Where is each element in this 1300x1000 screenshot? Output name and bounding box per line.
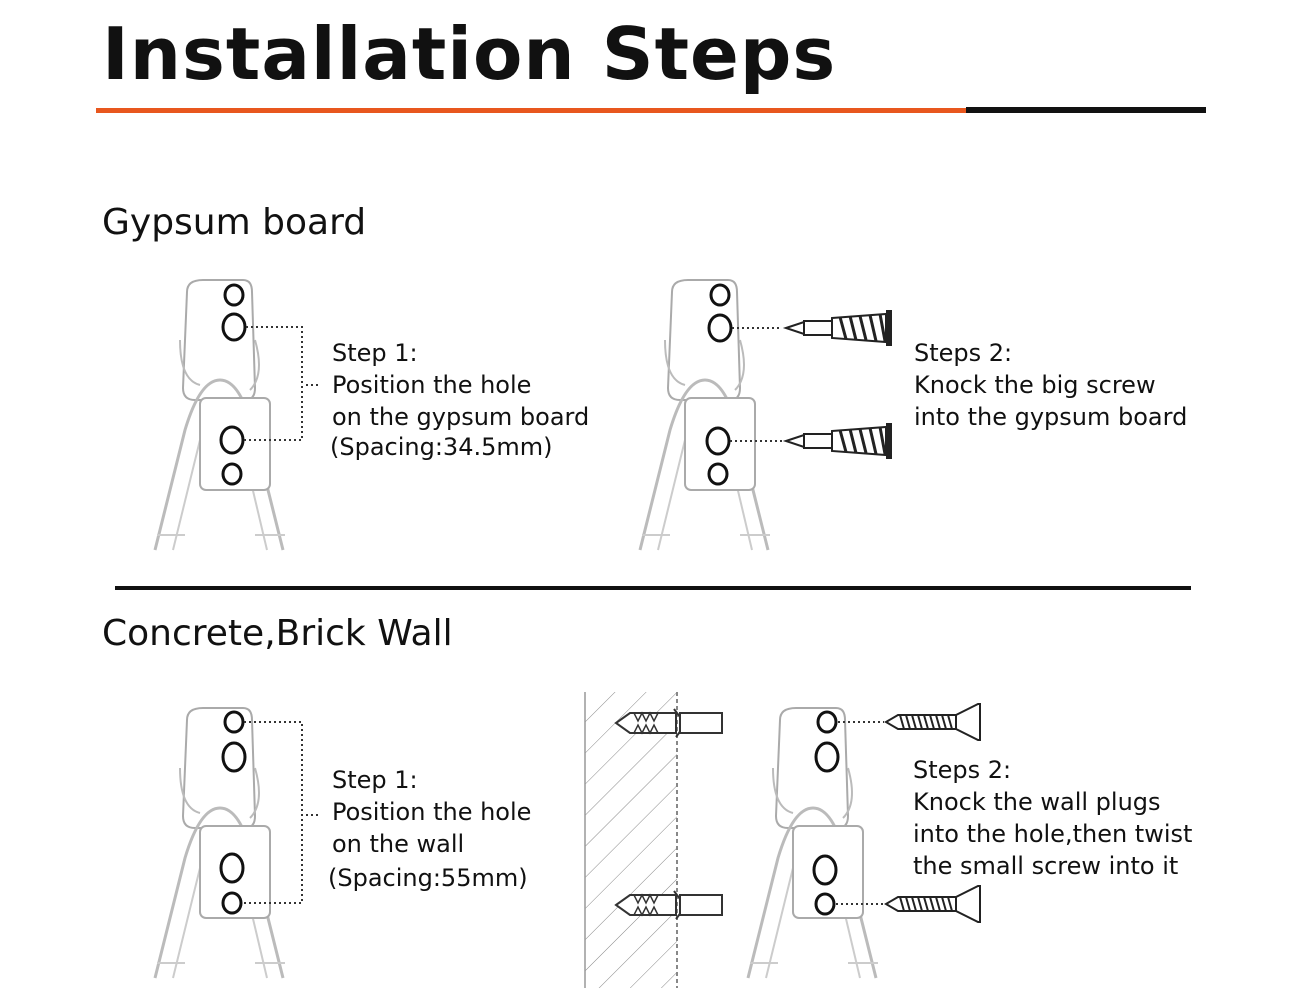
step-line: Position the hole [332, 371, 532, 399]
step-line: (Spacing:34.5mm) [330, 433, 553, 461]
step-line: Knock the big screw [914, 371, 1156, 399]
hatched-wall-icon [585, 692, 677, 988]
hook-bracket-icon [155, 280, 285, 550]
step-line: on the gypsum board [332, 403, 590, 431]
step-line: Knock the wall plugs [913, 788, 1161, 816]
drywall-anchor-screw-icon [786, 423, 892, 459]
countersunk-screw-icon [886, 886, 980, 922]
step-line: Step 1: [332, 339, 418, 367]
wall-plug-icon [616, 891, 722, 919]
countersunk-screw-icon [886, 704, 980, 740]
step-line: on the wall [332, 830, 465, 858]
step-line: (Spacing:55mm) [328, 864, 528, 892]
section-heading-concrete: Concrete,Brick Wall [102, 613, 453, 654]
step-line: the small screw into it [913, 852, 1179, 880]
step-line: into the hole,then twist [913, 820, 1193, 848]
step-line: Position the hole [332, 798, 532, 826]
drywall-anchor-screw-icon [786, 310, 892, 346]
step-line: Steps 2: [914, 339, 1013, 367]
hook-bracket-icon [748, 708, 878, 978]
hook-bracket-icon [155, 708, 285, 978]
hook-bracket-icon [640, 280, 770, 550]
step-line: Steps 2: [913, 756, 1012, 784]
step-line: Step 1: [332, 766, 418, 794]
section-heading-gypsum: Gypsum board [102, 202, 367, 243]
step-line: into the gypsum board [914, 403, 1188, 431]
page-title: Installation Steps [102, 12, 837, 96]
wall-plug-icon [616, 709, 722, 737]
